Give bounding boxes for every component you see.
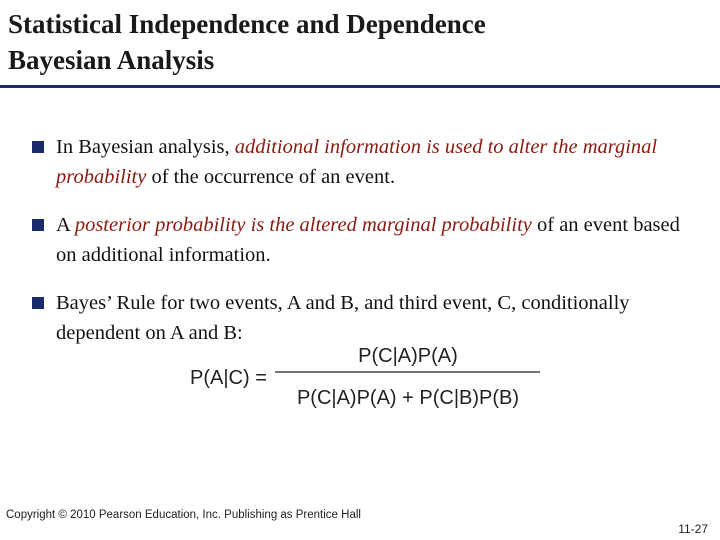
bullet-text-plain: Bayes’ Rule for two events, A and B, and third event, C, conditionally dependent on A and B: (56, 292, 630, 344)
square-bullet-icon (32, 297, 44, 309)
formula-denominator: P(C|A)P(A) + P(C|B)P(B) (296, 387, 520, 409)
bullet-text-plain: A (56, 214, 75, 236)
formula-lhs: P(A|C) = (190, 367, 267, 389)
bullet-text-plain: In Bayesian analysis, (56, 136, 235, 158)
copyright-notice: Copyright © 2010 Pearson Education, Inc. Publishing as Prentice Hall (6, 509, 361, 521)
square-bullet-icon (32, 141, 44, 153)
title-divider (0, 85, 720, 88)
bullet-text-plain: of the occurrence of an event. (146, 166, 396, 188)
bullet-list (32, 132, 702, 366)
bullet-text (56, 214, 680, 266)
bayes-formula (180, 336, 560, 426)
bullet-text (56, 136, 657, 188)
bullet-text-emphasis: additional information is used to alter the marginal probability (56, 136, 658, 188)
formula-numerator: P(C|A)P(A) (358, 345, 458, 367)
bullet-text-plain: of an event based on additional information. (56, 214, 680, 266)
square-bullet-icon (32, 219, 44, 231)
title-line-2: Bayesian Analysis (8, 45, 215, 75)
bullet-text-emphasis: posterior probability is the altered marginal probability (74, 214, 532, 236)
bullet-item (32, 210, 702, 270)
bullet-item (32, 132, 702, 192)
slide-title (8, 6, 708, 78)
title-line-1: Statistical Independence and Dependence (8, 9, 486, 39)
page-number: 11-27 (678, 522, 708, 536)
